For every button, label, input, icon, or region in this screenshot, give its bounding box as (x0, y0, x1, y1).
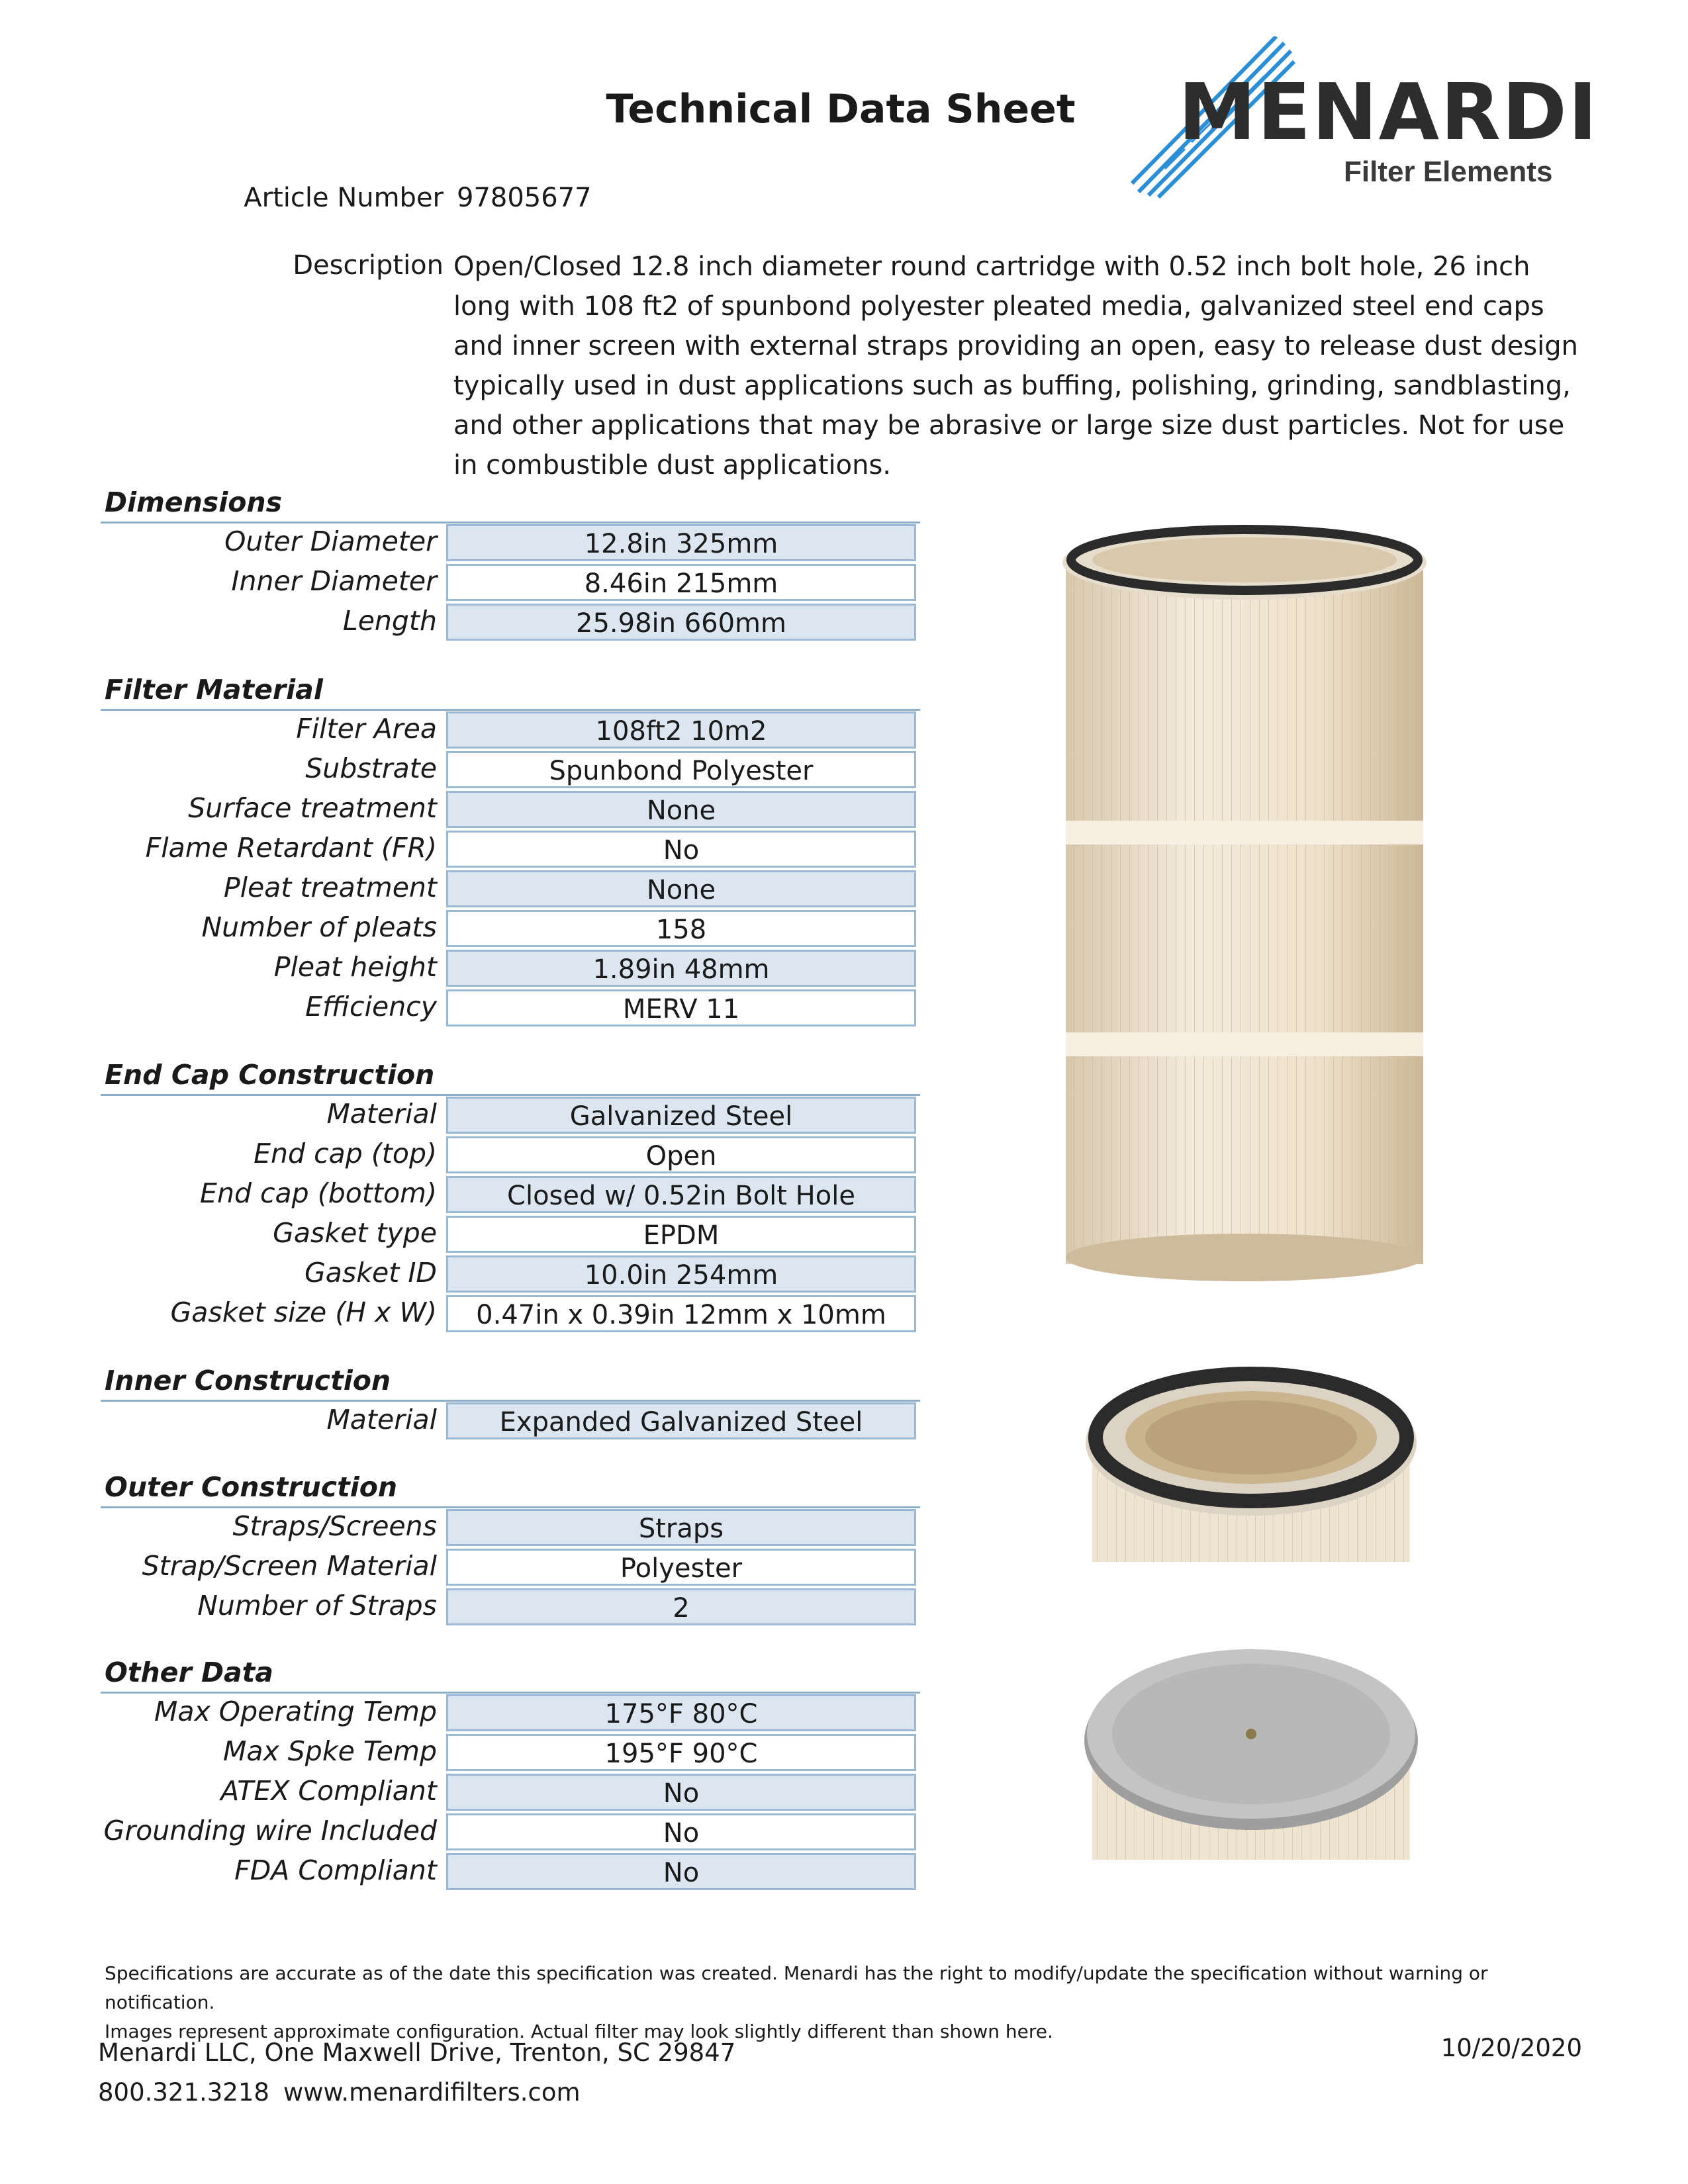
spec-label: Gasket ID (305, 1257, 437, 1289)
spec-value: Spunbond Polyester (446, 751, 916, 788)
spec-value: No (446, 1774, 916, 1811)
spec-label: Surface treatment (188, 792, 437, 824)
article-number-value: 97805677 (457, 183, 592, 213)
spec-value: 158 (446, 910, 916, 947)
section-divider (101, 1094, 920, 1096)
spec-label: Number of pleats (201, 911, 437, 943)
spec-value: 175°F 80°C (446, 1694, 916, 1731)
spec-label: Substrate (305, 752, 437, 784)
spec-value: None (446, 791, 916, 828)
spec-label: Inner Diameter (231, 565, 437, 597)
page-title: Technical Data Sheet (606, 86, 1076, 132)
spec-label: Max Operating Temp (154, 1696, 437, 1727)
description-label: Description (293, 250, 444, 281)
section-title: Outer Construction (105, 1471, 398, 1503)
spec-label: Max Spke Temp (222, 1735, 437, 1767)
company-address: Menardi LLC, One Maxwell Drive, Trenton, SC 29847 (98, 2038, 736, 2067)
section-divider (101, 709, 920, 711)
spec-label: Straps/Screens (232, 1510, 437, 1542)
spec-value: Open (446, 1136, 916, 1173)
description-text: Open/Closed 12.8 inch diameter round cartridge with 0.52 inch bolt hole, 26 inch long with 108 ft2 of spunbond polyester pleated media, galvanized steel end caps and inner screen with external straps providing an open, easy to release dust design typically used in dust applications such as buffing, polishing, grinding, sandblasting, and other applications that may be abrasive or large size dust particles. Not for use in combustible dust applications. (453, 251, 1579, 480)
disclaimer-line-1: Specifications are accurate as of the date this specification was created. Menardi has the right to modify/update the specification without warning or notification. (105, 1962, 1488, 2013)
spec-label: Efficiency (305, 991, 437, 1023)
spec-label: Material (326, 1098, 437, 1130)
section-divider (101, 1400, 920, 1402)
spec-value: Straps (446, 1509, 916, 1546)
company-phone: 800.321.3218 (98, 2078, 269, 2107)
section-title: End Cap Construction (105, 1059, 435, 1091)
spec-label: Gasket size (H x W) (170, 1297, 437, 1328)
disclaimer (105, 1959, 1594, 2046)
section-divider (101, 522, 920, 523)
filter-top-open-end-image (1079, 1363, 1423, 1562)
document-date: 10/20/2020 (1440, 2034, 1582, 2062)
spec-label: Material (326, 1404, 437, 1435)
article-number-label: Article Number (244, 183, 444, 213)
spec-value: Expanded Galvanized Steel (446, 1402, 916, 1439)
spec-value: 1.89in 48mm (446, 950, 916, 987)
section-title: Inner Construction (105, 1365, 391, 1396)
spec-label: Gasket type (273, 1217, 437, 1249)
company-website-link[interactable]: www.menardifilters.com (283, 2078, 581, 2107)
spec-value: 10.0in 254mm (446, 1255, 916, 1293)
spec-label: End cap (top) (254, 1138, 437, 1169)
logo-subtitle: Filter Elements (1344, 156, 1553, 188)
spec-value: No (446, 1853, 916, 1890)
spec-value: 12.8in 325mm (446, 524, 916, 561)
menardi-logo (1125, 36, 1599, 202)
spec-value: 25.98in 660mm (446, 604, 916, 641)
spec-label: Strap/Screen Material (142, 1550, 437, 1582)
spec-value: 195°F 90°C (446, 1734, 916, 1771)
spec-value: MERV 11 (446, 989, 916, 1026)
filter-cartridge-image (1046, 516, 1443, 1284)
spec-label: Length (342, 605, 437, 637)
logo-wordmark: MENARDI (1178, 66, 1599, 158)
spec-label: Pleat height (273, 951, 437, 983)
spec-value: 2 (446, 1588, 916, 1625)
spec-label: Pleat treatment (223, 872, 437, 903)
spec-label: Flame Retardant (FR) (145, 832, 437, 864)
spec-label: Filter Area (296, 713, 437, 745)
section-divider (101, 1506, 920, 1508)
section-title: Dimensions (105, 486, 283, 518)
section-divider (101, 1692, 920, 1694)
spec-value: 0.47in x 0.39in 12mm x 10mm (446, 1295, 916, 1332)
spec-value: 8.46in 215mm (446, 564, 916, 601)
disclaimer-line-2: Images represent approximate configuration. Actual filter may look slightly different than shown here. (105, 2021, 1053, 2042)
spec-value: Closed w/ 0.52in Bolt Hole (446, 1176, 916, 1213)
spec-label: Outer Diameter (224, 525, 437, 557)
spec-value: None (446, 870, 916, 907)
spec-label: FDA Compliant (234, 1854, 437, 1886)
filter-bottom-closed-end-image (1079, 1635, 1423, 1860)
spec-value: No (446, 831, 916, 868)
spec-value: EPDM (446, 1216, 916, 1253)
spec-label: Number of Straps (197, 1590, 437, 1621)
spec-value: Galvanized Steel (446, 1097, 916, 1134)
spec-label: ATEX Compliant (220, 1775, 437, 1807)
spec-value: No (446, 1813, 916, 1850)
section-title: Filter Material (105, 674, 323, 705)
spec-value: 108ft2 10m2 (446, 711, 916, 749)
spec-label: End cap (bottom) (200, 1177, 437, 1209)
spec-label: Grounding wire Included (103, 1815, 437, 1846)
spec-value: Polyester (446, 1549, 916, 1586)
section-title: Other Data (105, 1657, 273, 1688)
